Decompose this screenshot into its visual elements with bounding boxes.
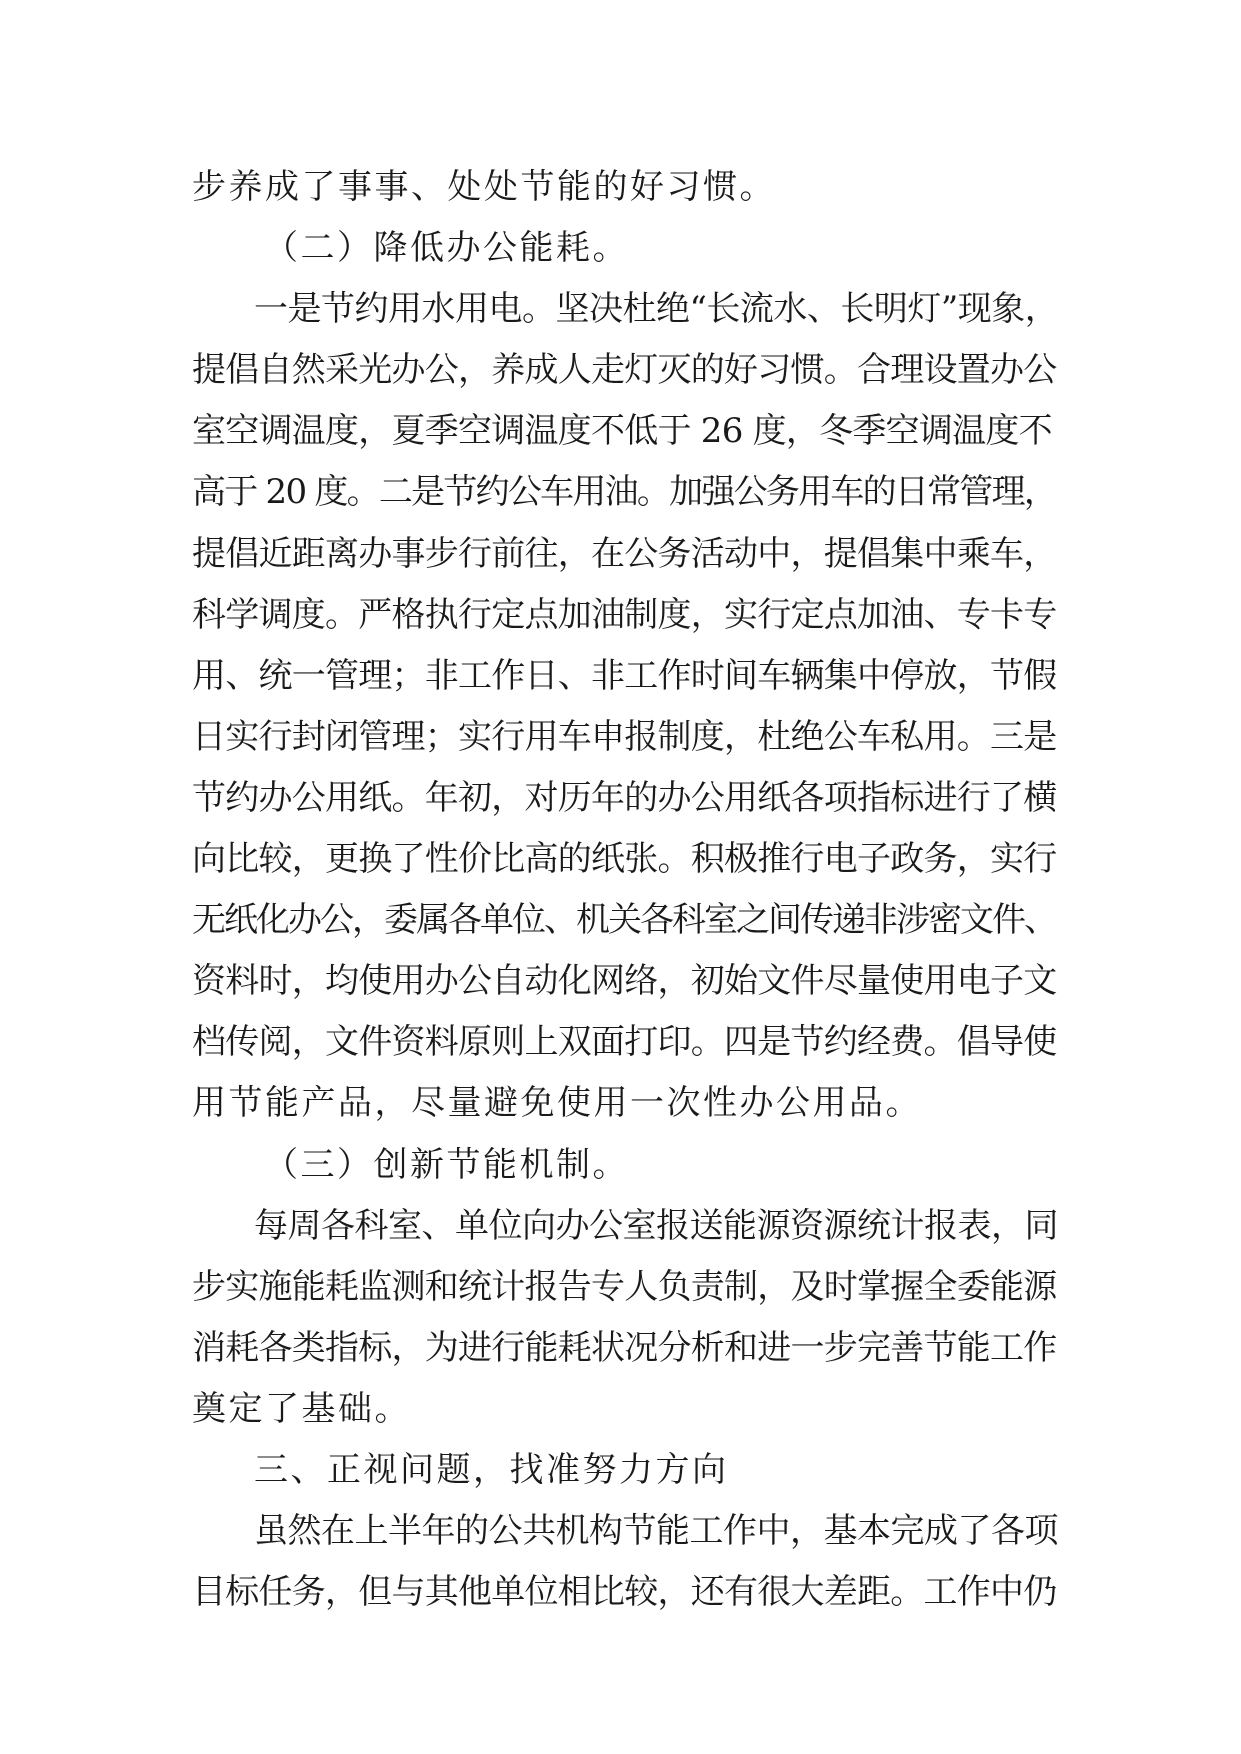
text-line: 档传阅，文件资料原则上双面打印。四是节约经费。倡导使 [192,1022,1057,1063]
text-line: 用、统一管理；非工作日、非工作时间车辆集中停放，节假 [192,655,1057,696]
text-line: 节约办公用纸。年初，对历年的办公用纸各项指标进行了横 [192,777,1057,818]
text-line: 消耗各类指标，为进行能耗状况分析和进一步完善节能工作 [192,1327,1057,1368]
section-heading-2: （二）降低办公能耗。 [264,228,629,269]
text-line: 用节能产品，尽量避免使用一次性办公用品。 [192,1083,922,1124]
paragraph-start: 每周各科室、单位向办公室报送能源资源统计报表，同 [254,1205,1058,1246]
section-heading-3-main: 三、正视问题，找准努力方向 [254,1449,729,1490]
section-heading-3: （三）创新节能机制。 [264,1144,629,1185]
text-line: 科学调度。严格执行定点加油制度，实行定点加油、专卡专 [192,594,1057,635]
text-line: 室空调温度，夏季空调温度不低于 26 度，冬季空调温度不 [192,411,1052,452]
text-line: 向比较，更换了性价比高的纸张。积极推行电子政务，实行 [192,839,1057,880]
text-line: 提倡自然采光办公，养成人走灯灭的好习惯。合理设置办公 [192,350,1057,391]
body-text [192,157,1058,1623]
text-line: 提倡近距离办事步行前往，在公务活动中，提倡集中乘车， [192,533,1057,574]
paragraph-start: 一是节约用水用电。坚决杜绝“长流水、长明灯”现象， [254,289,1059,330]
text-line: 目标任务，但与其他单位相比较，还有很大差距。工作中仍 [192,1572,1057,1613]
text-line: 无纸化办公，委属各单位、机关各科室之间传递非涉密文件、 [192,900,1056,941]
text-line: 日实行封闭管理；实行用车申报制度，杜绝公车私用。三是 [192,716,1057,757]
text-line: 步养成了事事、处处节能的好习惯。 [192,167,776,207]
text-line: 奠定了基础。 [192,1388,411,1429]
text-line: 资料时，均使用办公自动化网络，初始文件尽量使用电子文 [192,961,1057,1002]
paragraph-start: 虽然在上半年的公共机构节能工作中，基本完成了各项 [254,1511,1058,1552]
text-line: 高于 20 度。二是节约公车用油。加强公务用车的日常管理， [192,472,1057,513]
text-line: 步实施能耗监测和统计报告专人负责制，及时掌握全委能源 [192,1266,1057,1307]
